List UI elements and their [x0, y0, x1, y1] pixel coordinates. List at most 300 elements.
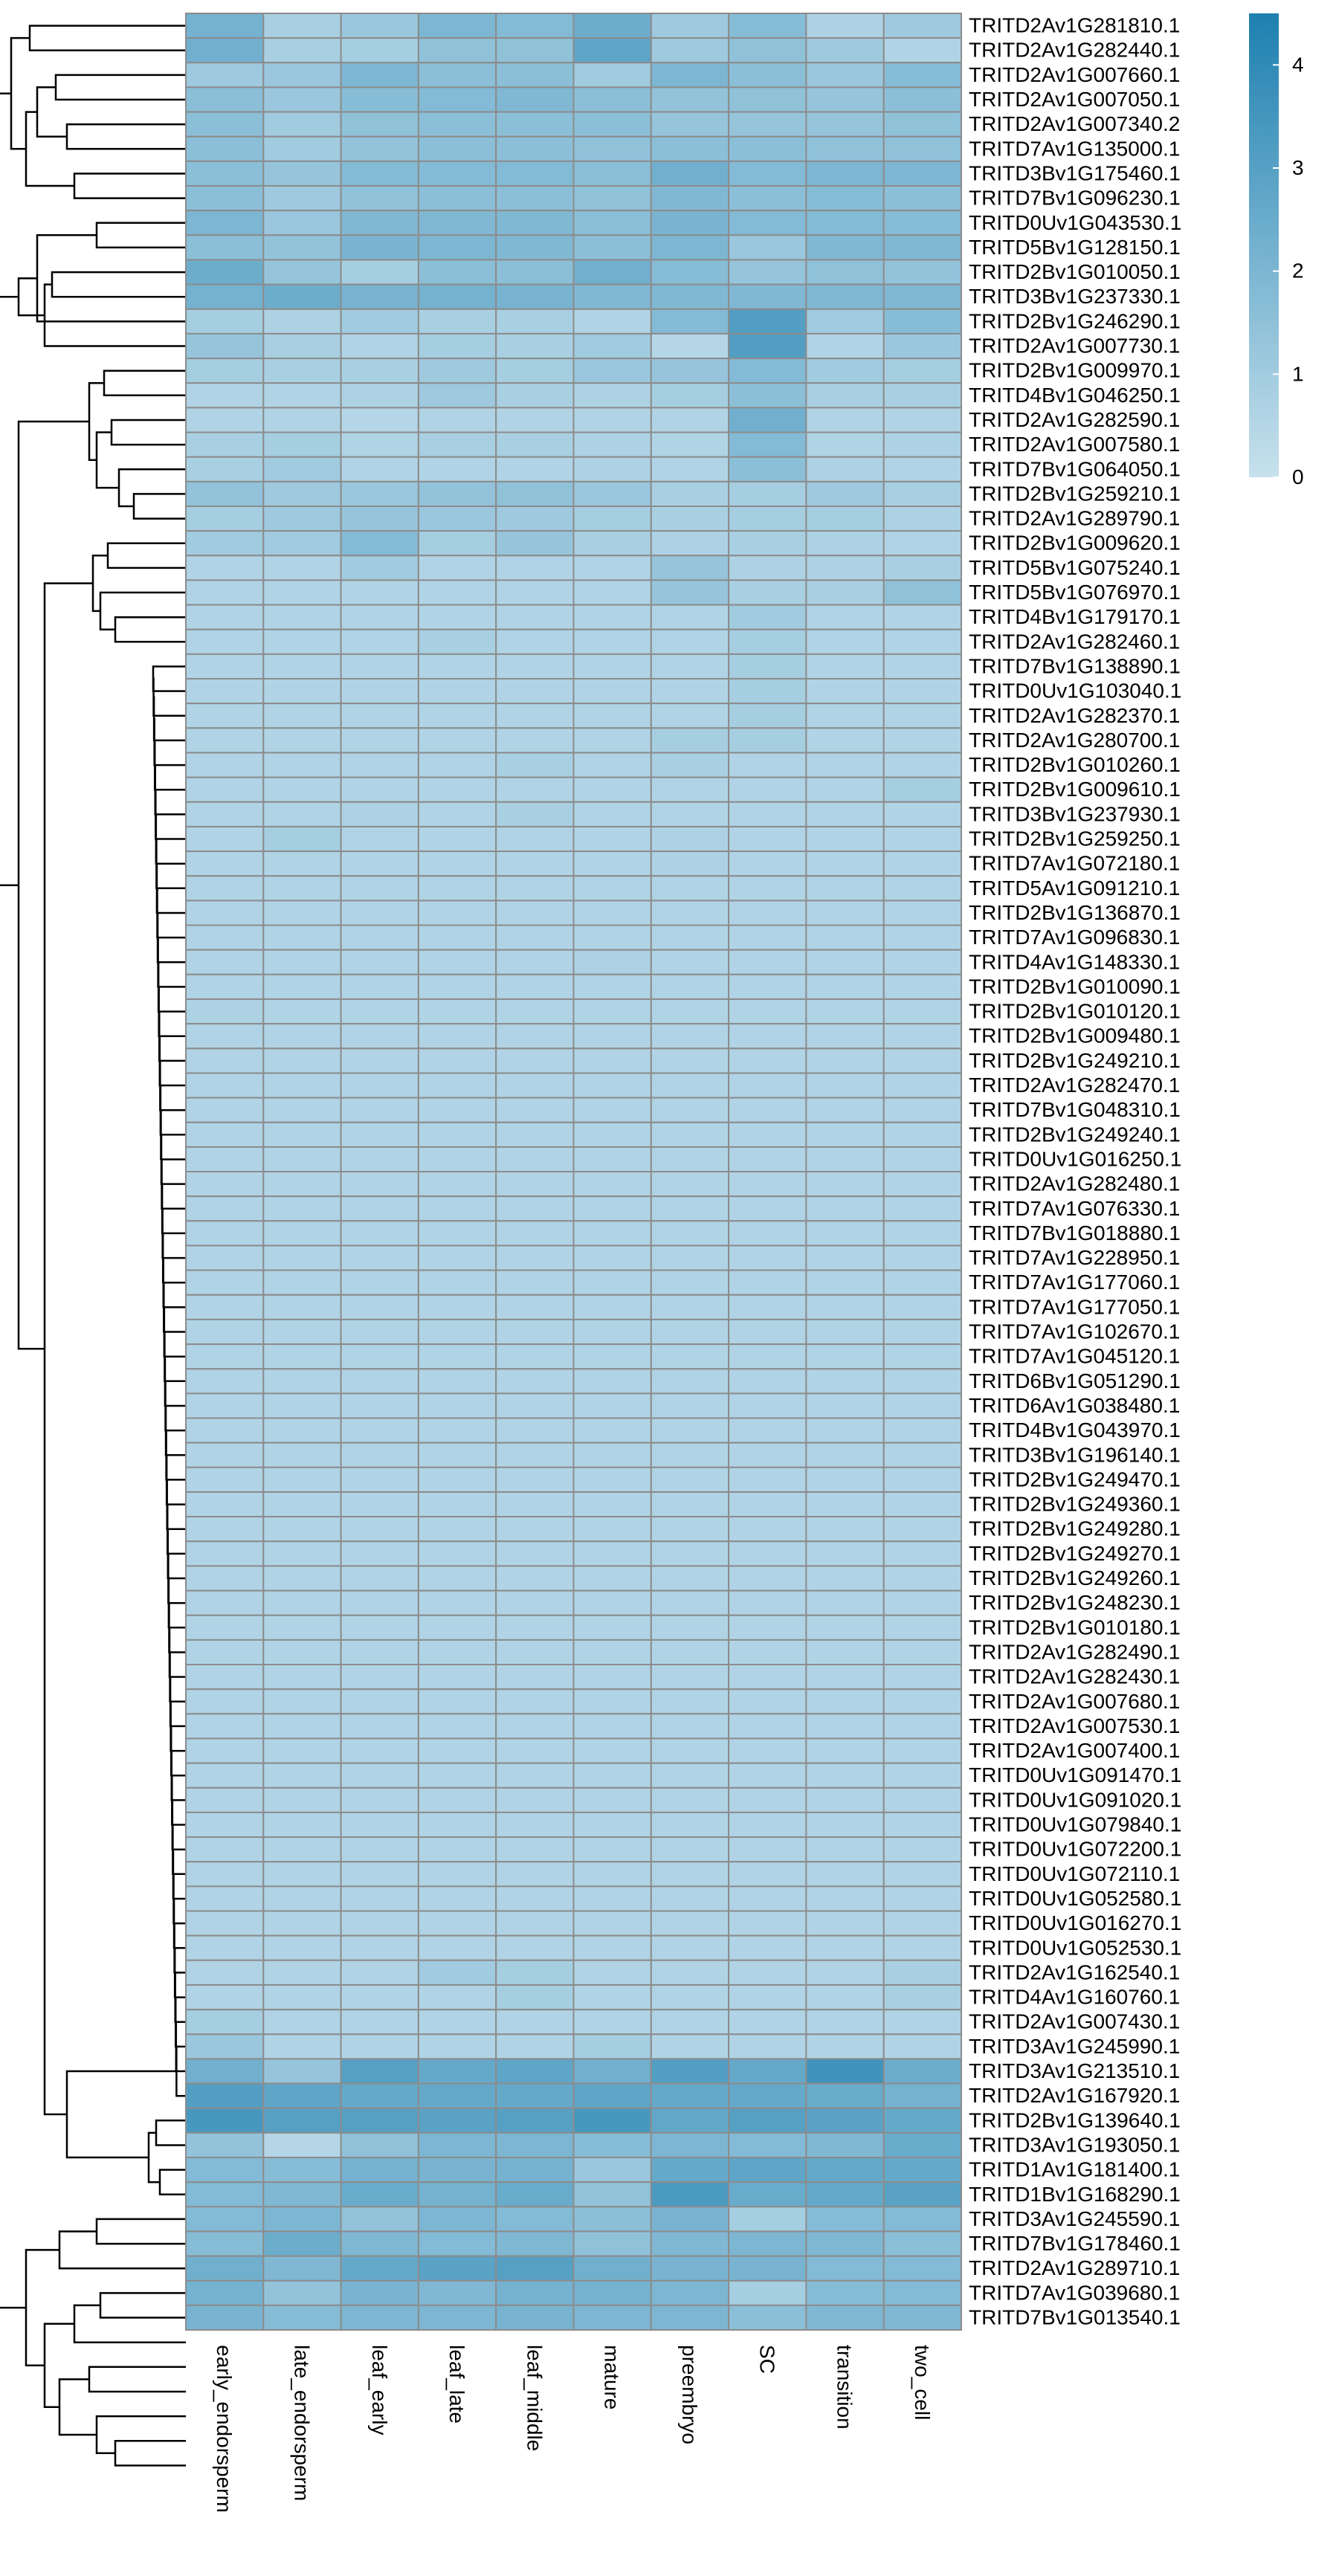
heatmap-cell	[574, 728, 651, 752]
heatmap-cell	[341, 358, 419, 383]
heatmap-cell	[341, 1541, 419, 1566]
heatmap-cell	[574, 1221, 651, 1245]
heatmap-cell	[574, 1566, 651, 1590]
heatmap-cell	[186, 62, 263, 87]
heatmap-cell	[186, 1418, 263, 1443]
heatmap-cell	[341, 1271, 419, 1295]
heatmap-cell	[884, 1418, 961, 1443]
heatmap-cell	[186, 1591, 263, 1615]
heatmap-cell	[729, 1196, 806, 1221]
dendrogram-branch	[97, 2416, 186, 2453]
heatmap-cell	[651, 1147, 729, 1172]
heatmap-cell	[806, 2108, 883, 2133]
heatmap-cell	[263, 161, 341, 186]
heatmap-cell	[651, 2182, 729, 2207]
heatmap-cell	[496, 1369, 573, 1393]
heatmap-cell	[419, 1393, 496, 1418]
heatmap-cell	[574, 900, 651, 925]
heatmap-cell	[806, 137, 883, 161]
heatmap-cell	[419, 260, 496, 285]
row-label: TRITD4Av1G160760.1	[969, 1985, 1181, 2009]
heatmap-cell	[263, 457, 341, 482]
heatmap-cell	[341, 1936, 419, 1960]
heatmap-cell	[884, 407, 961, 432]
row-label: TRITD6Av1G038480.1	[969, 1394, 1181, 1417]
heatmap-cell	[341, 1074, 419, 1098]
heatmap-cell	[729, 358, 806, 383]
heatmap-cell	[651, 1985, 729, 2010]
heatmap-cell	[419, 1443, 496, 1468]
heatmap-cell	[496, 1566, 573, 1590]
heatmap-cell	[729, 2108, 806, 2133]
heatmap-cell	[419, 1418, 496, 1443]
dendrogram-branch	[115, 2441, 186, 2465]
heatmap-cell	[419, 926, 496, 950]
heatmap-cell	[186, 1739, 263, 1763]
heatmap-cell	[729, 900, 806, 925]
heatmap-cell	[496, 235, 573, 259]
heatmap-cell	[884, 2232, 961, 2256]
heatmap-cell	[419, 2182, 496, 2207]
heatmap-cell	[263, 900, 341, 925]
heatmap-cell	[729, 555, 806, 580]
heatmap-cell	[574, 358, 651, 383]
heatmap-cell	[341, 2084, 419, 2108]
row-label: TRITD2Av1G007430.1	[969, 2010, 1181, 2033]
heatmap-cell	[186, 778, 263, 802]
heatmap-cell	[729, 1098, 806, 1123]
heatmap-cell	[729, 1911, 806, 1936]
heatmap-cell	[496, 2207, 573, 2231]
heatmap-cell	[806, 1615, 883, 1640]
heatmap-cell	[341, 334, 419, 358]
row-labels	[969, 14, 1181, 2329]
row-label: TRITD2Bv1G259250.1	[969, 827, 1181, 850]
heatmap-cell	[884, 900, 961, 925]
dendrogram-branch	[97, 2219, 186, 2244]
heatmap-cell	[884, 482, 961, 506]
heatmap-cell	[884, 1295, 961, 1320]
heatmap-cell	[729, 2034, 806, 2059]
heatmap-cell	[729, 1369, 806, 1393]
heatmap-cell	[884, 1960, 961, 1985]
heatmap-cell	[186, 1517, 263, 1541]
heatmap-cell	[806, 2281, 883, 2305]
heatmap-cell	[574, 1739, 651, 1763]
heatmap-cell	[263, 926, 341, 950]
heatmap-cell	[496, 1196, 573, 1221]
heatmap-cell	[651, 210, 729, 235]
heatmap-cell	[806, 1221, 883, 1245]
heatmap-cell	[419, 975, 496, 999]
heatmap-cell	[884, 1763, 961, 1788]
heatmap-cell	[263, 383, 341, 407]
heatmap-cell	[651, 137, 729, 161]
heatmap-cell	[574, 2059, 651, 2083]
heatmap-cell	[806, 851, 883, 876]
heatmap-cell	[729, 827, 806, 851]
heatmap-cell	[186, 1196, 263, 1221]
heatmap-cell	[574, 383, 651, 407]
heatmap-cell	[496, 703, 573, 728]
heatmap-cell	[419, 383, 496, 407]
row-label: TRITD2Av1G007730.1	[969, 334, 1181, 358]
heatmap-cell	[263, 1344, 341, 1369]
heatmap-cell	[806, 186, 883, 210]
heatmap-cell	[574, 2084, 651, 2108]
heatmap-cell	[341, 580, 419, 604]
heatmap-cell	[496, 2305, 573, 2330]
heatmap-cell	[186, 2108, 263, 2133]
heatmap-cell	[341, 2034, 419, 2059]
heatmap-cell	[806, 2133, 883, 2157]
heatmap-cell	[651, 2207, 729, 2231]
heatmap-cell	[186, 358, 263, 383]
row-label: TRITD2Av1G007400.1	[969, 1739, 1181, 1763]
heatmap-cell	[729, 531, 806, 555]
heatmap-cell	[884, 1665, 961, 1689]
heatmap-cell	[263, 1443, 341, 1468]
heatmap-cell	[806, 1098, 883, 1123]
heatmap-cell	[651, 1468, 729, 1492]
heatmap-cell	[263, 605, 341, 630]
heatmap-cell	[496, 1911, 573, 1936]
row-label: TRITD5Bv1G128150.1	[969, 235, 1181, 259]
heatmap-cell	[419, 1048, 496, 1073]
row-label: TRITD7Av1G072180.1	[969, 851, 1181, 875]
heatmap-cell	[729, 1344, 806, 1369]
heatmap-cell	[496, 950, 573, 975]
heatmap-cell	[419, 827, 496, 851]
heatmap-cell	[496, 2133, 573, 2157]
heatmap-cell	[186, 334, 263, 358]
heatmap-cell	[651, 1541, 729, 1566]
heatmap-cell	[419, 87, 496, 112]
row-label: TRITD2Av1G282370.1	[969, 703, 1181, 727]
row-label: TRITD7Av1G102670.1	[969, 1320, 1181, 1343]
heatmap-cell	[884, 999, 961, 1024]
heatmap-cell	[729, 2232, 806, 2256]
heatmap-cell	[419, 2133, 496, 2157]
column-label: leaf_early	[367, 2345, 391, 2435]
heatmap-cell	[574, 1689, 651, 1714]
heatmap-cell	[186, 1492, 263, 1517]
heatmap-cell	[341, 1640, 419, 1665]
heatmap-cell	[574, 210, 651, 235]
heatmap-cell	[574, 1443, 651, 1468]
heatmap-cell	[419, 1788, 496, 1812]
heatmap-cell	[574, 1418, 651, 1443]
heatmap-cell	[806, 2207, 883, 2231]
heatmap-cell	[806, 950, 883, 975]
heatmap-cell	[419, 2059, 496, 2083]
heatmap-cell	[341, 2010, 419, 2034]
heatmap-cell	[729, 1074, 806, 1098]
row-label: TRITD2Av1G282480.1	[969, 1172, 1181, 1195]
heatmap-cell	[574, 1936, 651, 1960]
heatmap-cell	[806, 161, 883, 186]
heatmap-cell	[574, 802, 651, 827]
heatmap-cell	[574, 1837, 651, 1862]
heatmap-cell	[574, 2133, 651, 2157]
heatmap-cell	[419, 1369, 496, 1393]
row-label: TRITD0Uv1G103040.1	[969, 679, 1182, 703]
heatmap-cell	[884, 210, 961, 235]
heatmap-cell	[729, 433, 806, 457]
heatmap-cell	[341, 383, 419, 407]
heatmap-cell	[806, 654, 883, 679]
heatmap-cell	[496, 926, 573, 950]
heatmap-cell	[574, 334, 651, 358]
heatmap-cell	[651, 2281, 729, 2305]
heatmap-cell	[419, 1098, 496, 1123]
heatmap-cell	[651, 1566, 729, 1590]
heatmap-cell	[263, 482, 341, 506]
heatmap-cell	[806, 605, 883, 630]
row-label: TRITD2Bv1G009480.1	[969, 1024, 1181, 1047]
heatmap-cell	[884, 1344, 961, 1369]
heatmap-cell	[263, 186, 341, 210]
heatmap-cell	[186, 1271, 263, 1295]
heatmap-cell	[806, 1418, 883, 1443]
heatmap-cell	[186, 433, 263, 457]
heatmap-cell	[574, 975, 651, 999]
heatmap-cell	[186, 999, 263, 1024]
heatmap-cell	[884, 728, 961, 752]
heatmap-cell	[651, 457, 729, 482]
heatmap-cell	[341, 1591, 419, 1615]
heatmap-cell	[496, 506, 573, 531]
heatmap-cell	[651, 630, 729, 654]
heatmap-cell	[419, 210, 496, 235]
heatmap-cell	[419, 1665, 496, 1689]
row-label: TRITD0Uv1G016250.1	[969, 1147, 1182, 1171]
heatmap-cell	[806, 1147, 883, 1172]
row-label: TRITD7Bv1G178460.1	[969, 2232, 1181, 2256]
heatmap-cell	[651, 1739, 729, 1763]
heatmap-cell	[574, 851, 651, 876]
row-label: TRITD2Bv1G009620.1	[969, 531, 1181, 555]
row-label: TRITD3Bv1G237930.1	[969, 802, 1181, 826]
heatmap-cell	[341, 555, 419, 580]
heatmap-cell	[884, 112, 961, 137]
heatmap-cell	[574, 457, 651, 482]
heatmap-cell	[884, 1911, 961, 1936]
heatmap-cell	[806, 433, 883, 457]
row-label: TRITD2Bv1G249210.1	[969, 1048, 1181, 1072]
heatmap-cell	[884, 778, 961, 802]
row-label: TRITD7Av1G177050.1	[969, 1295, 1181, 1319]
row-label: TRITD4Bv1G043970.1	[969, 1418, 1181, 1442]
heatmap-cell	[496, 1640, 573, 1665]
heatmap-cell	[419, 580, 496, 604]
heatmap-cell	[419, 876, 496, 900]
heatmap-cell	[496, 112, 573, 137]
heatmap-cell	[263, 38, 341, 62]
heatmap-cell	[729, 1837, 806, 1862]
heatmap-cell	[651, 1763, 729, 1788]
heatmap-cell	[419, 1936, 496, 1960]
heatmap-cell	[419, 2010, 496, 2034]
heatmap-cell	[884, 950, 961, 975]
heatmap-cell	[496, 1344, 573, 1369]
row-label: TRITD3Av1G193050.1	[969, 2133, 1181, 2157]
heatmap-cell	[186, 235, 263, 259]
row-label: TRITD7Bv1G138890.1	[969, 654, 1181, 678]
heatmap-cell	[651, 703, 729, 728]
heatmap-cell	[496, 1048, 573, 1073]
heatmap-cell	[806, 900, 883, 925]
heatmap-cell	[341, 309, 419, 334]
heatmap-cell	[263, 1911, 341, 1936]
heatmap-cell	[186, 1812, 263, 1837]
heatmap-cell	[263, 2084, 341, 2108]
heatmap-cell	[419, 457, 496, 482]
heatmap-cell	[419, 1074, 496, 1098]
heatmap-cell	[574, 876, 651, 900]
heatmap-cell	[729, 2207, 806, 2231]
heatmap-cell	[263, 1098, 341, 1123]
heatmap-cell	[419, 531, 496, 555]
column-label: early_endorsperm	[213, 2345, 236, 2513]
heatmap-cell	[651, 1320, 729, 1344]
heatmap-cell	[341, 1221, 419, 1245]
heatmap-cell	[341, 1196, 419, 1221]
row-label: TRITD7Av1G045120.1	[969, 1344, 1181, 1368]
heatmap-cell	[419, 2281, 496, 2305]
heatmap-cell	[574, 778, 651, 802]
heatmap-cell	[186, 309, 263, 334]
row-label: TRITD2Av1G007050.1	[969, 88, 1181, 111]
heatmap-cell	[263, 1320, 341, 1344]
row-label: TRITD1Av1G181400.1	[969, 2157, 1181, 2181]
heatmap-cell	[419, 1911, 496, 1936]
heatmap-cell	[729, 260, 806, 285]
heatmap-cell	[729, 1221, 806, 1245]
heatmap-cell	[263, 2256, 341, 2281]
heatmap-cell	[341, 1468, 419, 1492]
heatmap-cell	[651, 1246, 729, 1271]
heatmap-cell	[729, 654, 806, 679]
heatmap-cell	[186, 1911, 263, 1936]
heatmap-cell	[729, 802, 806, 827]
heatmap-cell	[806, 1024, 883, 1048]
row-label: TRITD0Uv1G079840.1	[969, 1812, 1182, 1836]
heatmap-cell	[574, 1271, 651, 1295]
heatmap-cell	[806, 802, 883, 827]
heatmap-cell	[186, 1665, 263, 1689]
heatmap-cell	[186, 1985, 263, 2010]
heatmap-cell	[341, 728, 419, 752]
heatmap-cell	[263, 1123, 341, 1147]
heatmap-cell	[341, 802, 419, 827]
heatmap-cell	[496, 1615, 573, 1640]
heatmap-cell	[186, 1443, 263, 1468]
row-label: TRITD2Bv1G139640.1	[969, 2108, 1181, 2132]
heatmap-cell	[263, 1024, 341, 1048]
heatmap-cell	[341, 1714, 419, 1738]
heatmap-cell	[496, 186, 573, 210]
heatmap-cell	[496, 2108, 573, 2133]
heatmap-cell	[574, 2207, 651, 2231]
heatmap-cell	[729, 1985, 806, 2010]
heatmap-cell	[806, 482, 883, 506]
heatmap-cell	[419, 285, 496, 309]
heatmap-cell	[884, 1074, 961, 1098]
heatmap-cell	[263, 235, 341, 259]
heatmap-cell	[341, 900, 419, 925]
heatmap-cell	[884, 703, 961, 728]
heatmap-cell	[186, 1468, 263, 1492]
heatmap-cell	[806, 2084, 883, 2108]
dendrogram-branch	[154, 697, 186, 740]
heatmap-cell	[419, 1295, 496, 1320]
heatmap-cell	[806, 1369, 883, 1393]
heatmap-cell	[729, 1418, 806, 1443]
heatmap-cell	[496, 433, 573, 457]
heatmap-cell	[496, 407, 573, 432]
heatmap-cell	[729, 1048, 806, 1073]
row-label: TRITD2Av1G281810.1	[969, 13, 1181, 37]
heatmap-cell	[574, 630, 651, 654]
heatmap-cell	[651, 555, 729, 580]
heatmap-cell	[186, 1098, 263, 1123]
heatmap-cell	[496, 285, 573, 309]
heatmap-cell	[884, 753, 961, 778]
heatmap-cell	[729, 407, 806, 432]
heatmap-cell	[651, 1812, 729, 1837]
heatmap-cell	[729, 13, 806, 38]
heatmap-cell	[496, 1271, 573, 1295]
heatmap-cell	[496, 1418, 573, 1443]
heatmap-cell	[651, 2305, 729, 2330]
row-label: TRITD2Av1G289710.1	[969, 2256, 1181, 2280]
heatmap-cell	[341, 999, 419, 1024]
heatmap-cell	[651, 1862, 729, 1886]
heatmap-cell	[186, 1837, 263, 1862]
heatmap-cell	[806, 1566, 883, 1590]
heatmap-cell	[419, 605, 496, 630]
dendrogram-branch	[45, 584, 93, 2114]
heatmap-cell	[186, 2157, 263, 2182]
heatmap-cell	[263, 506, 341, 531]
heatmap-cell	[263, 1468, 341, 1492]
heatmap-cell	[341, 1246, 419, 1271]
heatmap-cell	[341, 1837, 419, 1862]
heatmap-cell	[651, 1788, 729, 1812]
heatmap-cell	[574, 1024, 651, 1048]
heatmap-cell	[341, 851, 419, 876]
heatmap-cell	[651, 1492, 729, 1517]
heatmap-cell	[341, 1812, 419, 1837]
heatmap-cell	[419, 900, 496, 925]
heatmap-cell	[729, 1147, 806, 1172]
heatmap-cell	[806, 1714, 883, 1738]
heatmap-cell	[341, 1295, 419, 1320]
heatmap-cell	[806, 1443, 883, 1468]
heatmap-cell	[651, 2010, 729, 2034]
heatmap-cell	[574, 1048, 651, 1073]
heatmap-cell	[574, 2157, 651, 2182]
heatmap-cell	[729, 1936, 806, 1960]
heatmap-cells	[186, 13, 961, 2330]
heatmap-cell	[263, 975, 341, 999]
heatmap-cell	[496, 161, 573, 186]
heatmap-cell	[651, 1024, 729, 1048]
heatmap-cell	[574, 2281, 651, 2305]
heatmap-cell	[574, 1714, 651, 1738]
legend-tick-label: 4	[1292, 53, 1304, 77]
